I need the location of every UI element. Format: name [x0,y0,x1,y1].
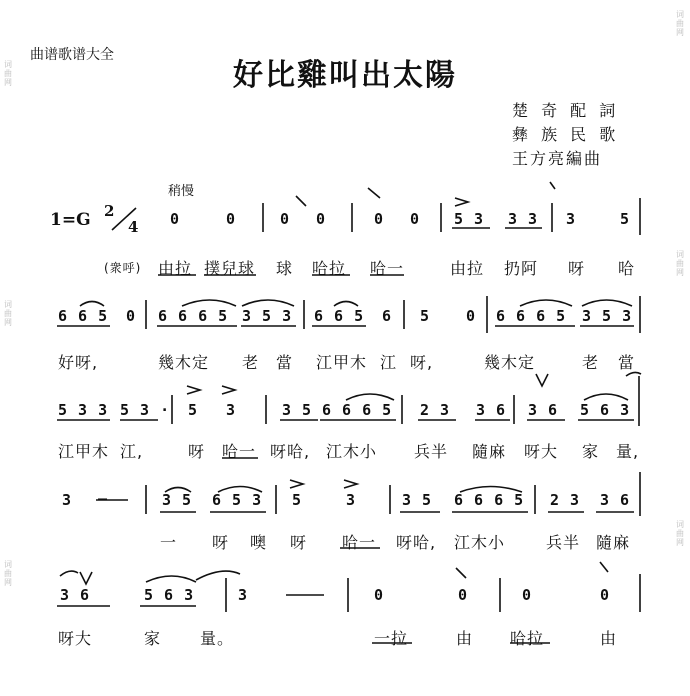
watermark-char: 网 [4,578,12,587]
lyric: 量, [616,442,640,461]
lyric: 呀, [410,353,434,372]
lyric: 家 [144,629,162,648]
lyric: 老 [242,353,260,372]
lyric: 哈拉 [510,629,545,648]
lyric: 哈 [618,259,636,278]
time-signature-bottom: 4 [128,218,139,236]
note: 3 [346,491,357,509]
tempo-marking: 稍慢 [168,184,195,199]
lyric: 江, [120,442,144,461]
note: 6 5 3 [212,491,263,509]
note: 3 5 [162,491,193,509]
watermark-char: 网 [676,268,684,277]
watermark-char: 网 [676,538,684,547]
note: 3 5 3 [242,307,293,325]
watermark-char: 词 [4,560,12,569]
watermark-char: 网 [4,318,12,327]
lyric: 一拉 [374,629,409,648]
watermark [1,300,15,327]
lyric: 呀哈, [396,533,437,552]
arranger-credit: 王方亮編曲 [512,149,603,168]
note: — [98,489,109,507]
note: 0 [226,210,237,228]
note: 6 6 6 5 [496,307,567,325]
note: 0 [280,210,291,228]
lyric: 隨麻 [472,442,507,461]
watermark [673,520,687,547]
watermark-char: 词 [4,300,12,309]
note: 5 3 · [120,401,171,419]
lyric: 江 [380,353,398,372]
watermark-char: 网 [4,78,12,87]
note: 0 [600,586,611,604]
watermark [673,250,687,277]
lyric: (衆呼) [104,261,142,275]
lyric: 呀 [568,259,586,278]
lyric: 隨麻 [596,533,631,552]
lyric: 量。 [200,629,235,648]
note: 6 6 5 [58,307,109,325]
note: 3 5 [282,401,313,419]
lyric: 呀 [212,533,230,552]
note: 6 6 6 5 [158,307,229,325]
lyric: 由拉 [158,259,193,278]
site-label: 曲谱歌谱大全 [30,47,114,63]
note: 5 [188,401,199,419]
lyricist-credit: 楚 奇 配 詞 [512,101,620,120]
key-signature: 1=G [50,210,91,230]
lyric: 江木小 [326,442,378,461]
lyric: 江木小 [454,533,506,552]
note: 0 [466,307,477,325]
note: 6 6 5 [314,307,365,325]
note [296,584,306,602]
note: 3 5 [402,491,433,509]
note: 6 6 6 5 [454,491,525,509]
note: 3 6 [476,401,507,419]
song-title: 好比雞叫出太陽 [233,58,457,93]
lyric: 當 [618,353,636,372]
lyric: 家 [582,442,600,461]
lyric: 呀 [188,442,206,461]
watermark-char: 曲 [676,259,684,268]
lyric: 哈一 [222,442,257,461]
lyric: 球 [276,259,294,278]
watermark-char: 词 [676,10,684,19]
watermark-char: 网 [676,28,684,37]
watermark-char: 词 [4,60,12,69]
note: 5 [292,491,303,509]
lyric: 當 [276,353,294,372]
note: 3 [238,586,249,604]
watermark [1,560,15,587]
note: 2 3 [420,401,451,419]
note: 0 [410,210,421,228]
lyric: 由 [456,629,474,648]
watermark [1,60,15,87]
note: 0 [458,586,469,604]
note: 5 6 3 [144,586,195,604]
lyric: 老 [582,353,600,372]
lyric: 由拉 [450,259,485,278]
note: 3 [226,401,237,419]
note: 3 5 3 [582,307,633,325]
lyric: 哈拉 [312,259,347,278]
watermark [673,10,687,37]
note: 3 6 [60,586,91,604]
watermark-char: 曲 [676,529,684,538]
note: 0 [522,586,533,604]
lyric: 幾木定 [484,353,536,372]
watermark-char: 曲 [4,309,12,318]
lyric: 呀哈, [270,442,311,461]
lyric: 噢 [250,533,268,552]
note: 5 3 3 [58,401,109,419]
note: 0 [170,210,181,228]
lyric: 扔阿 [504,259,539,278]
watermark-char: 词 [676,520,684,529]
note: 3 6 [528,401,559,419]
watermark-char: 词 [676,250,684,259]
note: 2 3 [550,491,581,509]
lyric: 江甲木 [316,353,368,372]
note: 3 [566,210,577,228]
lyric: 呀大 [524,442,559,461]
lyric: 好呀, [58,353,99,372]
note: 3 [62,491,73,509]
lyric: 撲兒球 [204,259,256,278]
watermark-char: 曲 [4,69,12,78]
note: 0 [126,307,137,325]
folk-song-credit: 彝 族 民 歌 [512,125,620,144]
lyric: 一 [160,533,178,552]
note: 5 6 3 [580,401,631,419]
note: 6 [382,307,393,325]
note: 6 6 6 5 [322,401,393,419]
note: 0 [316,210,327,228]
note: 5 [620,210,631,228]
lyric: 由 [600,629,618,648]
lyric: 哈一 [370,259,405,278]
lyric: 兵半 [546,533,581,552]
note: 3 6 [600,491,631,509]
lyric: 兵半 [414,442,449,461]
time-signature-top: 2 [104,202,115,220]
note: 5 3 [454,210,485,228]
lyric: 呀 [290,533,308,552]
lyric: 幾木定 [158,353,210,372]
note: 0 [374,586,385,604]
watermark-char: 曲 [4,569,12,578]
note: 5 [420,307,431,325]
lyric: 哈一 [342,533,377,552]
watermark-char: 曲 [676,19,684,28]
note: 3 3 [508,210,539,228]
lyric: 呀大 [58,629,93,648]
note: 0 [374,210,385,228]
lyric: 江甲木 [58,442,110,461]
